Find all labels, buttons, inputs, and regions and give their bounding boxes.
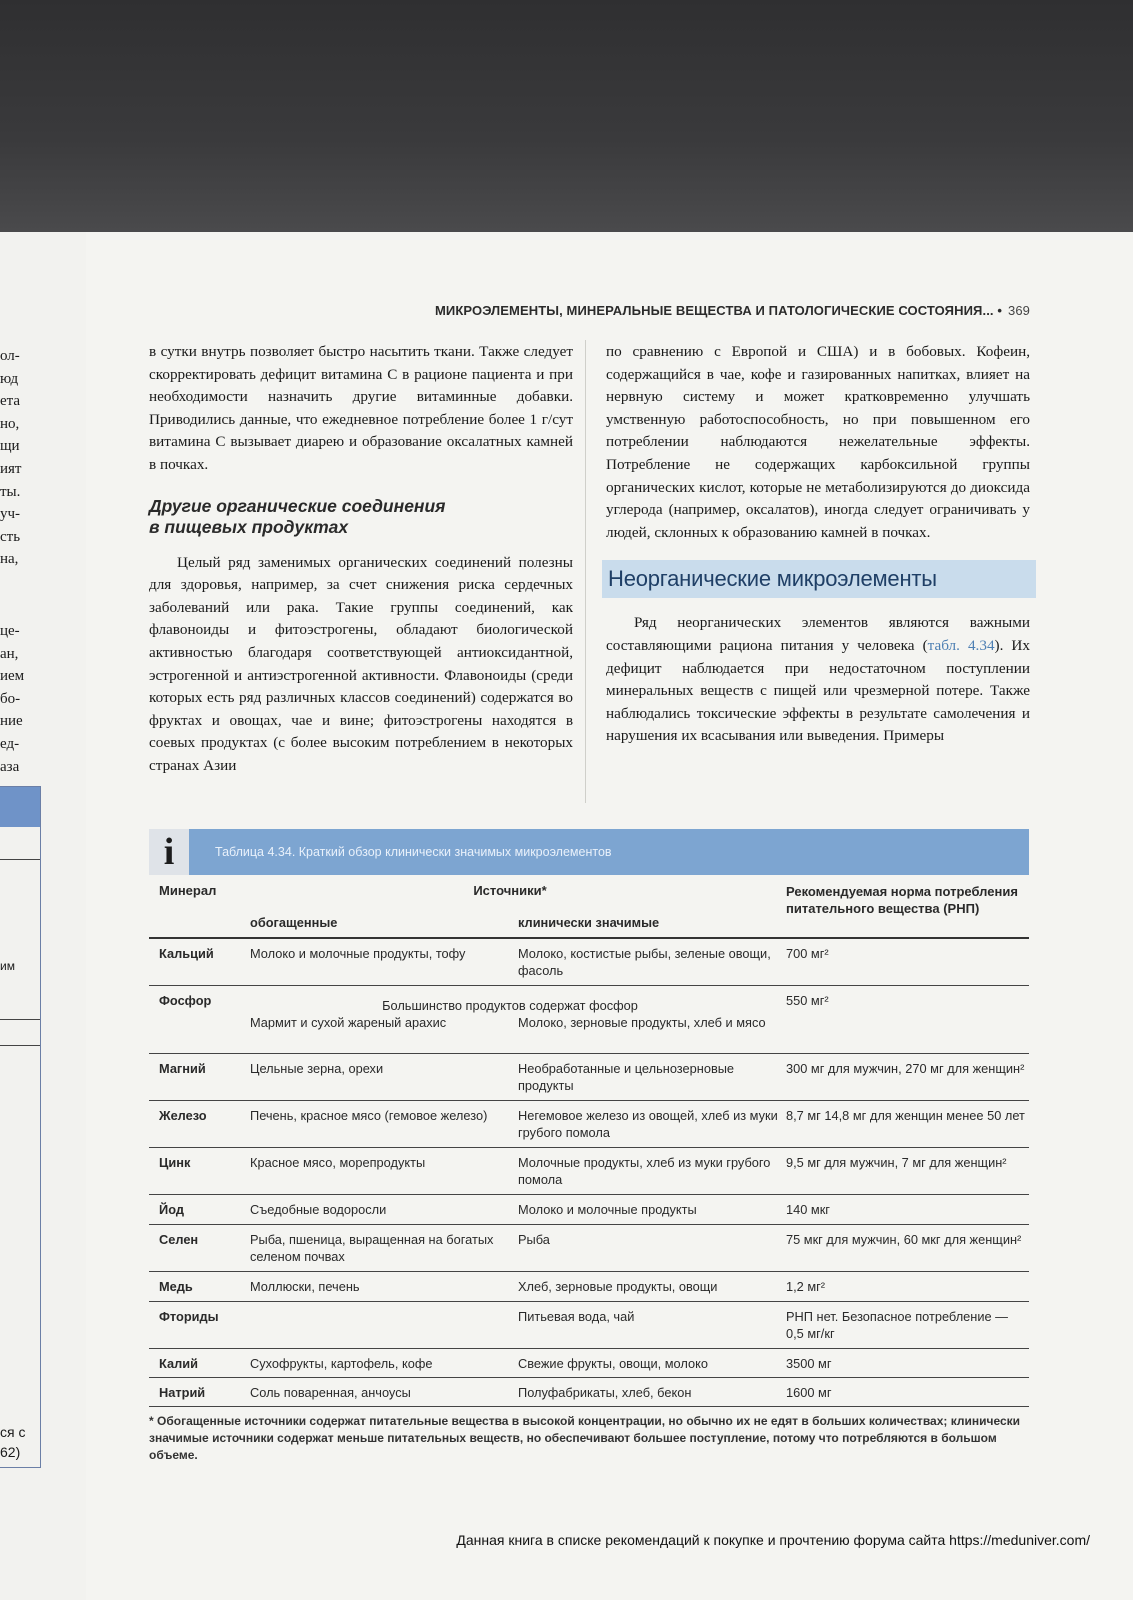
mineral-name: Натрий bbox=[159, 1384, 206, 1400]
enriched-sources: Сухофрукты, картофель, кофе bbox=[250, 1355, 433, 1371]
clinical-sources: Полуфабрикаты, хлеб, бекон bbox=[518, 1384, 692, 1400]
table-row bbox=[149, 1194, 1029, 1224]
subheading bbox=[149, 496, 573, 538]
paragraph-text: ). Их дефицит наблюдается при недостаточном поступлении минеральных веществ с пищей или чрезмерной потере. Также наблюдались токсические эффекты в результате самолечения и нарушения их всасывания или выведения. Примеры bbox=[606, 636, 1030, 745]
previous-page-fragments-mid bbox=[0, 620, 40, 778]
enriched-sources: Молоко и молочные продукты, тофу bbox=[250, 946, 466, 961]
clinical-sources: Необработанные и цельнозерновые продукты bbox=[518, 1060, 735, 1093]
previous-page-bottom-line: ся с bbox=[0, 1424, 26, 1440]
section-title: Неорганические микроэлементы bbox=[608, 566, 937, 592]
previous-page-fragment: ием bbox=[0, 668, 25, 685]
previous-page-fragment: ты. bbox=[0, 483, 21, 500]
enriched-sources: Цельные зерна, орехи bbox=[250, 1060, 384, 1076]
rnp-value: 9,5 мг для мужчин, 7 мг для женщин² bbox=[786, 1154, 1007, 1170]
previous-page-fragment: бо- bbox=[0, 690, 21, 707]
paragraph-text: Ряд неорганических элементов являются важными составляющими рациона питания у человека ( bbox=[606, 614, 1030, 654]
previous-page-fragment: аза bbox=[0, 758, 20, 775]
mineral-name: Магний bbox=[159, 1060, 206, 1076]
mineral-name: Йод bbox=[159, 1201, 184, 1217]
table-row bbox=[149, 1301, 1029, 1348]
table-row bbox=[149, 985, 1029, 1053]
rnp-value: 3500 мг bbox=[786, 1355, 832, 1371]
previous-page-fragment: ед- bbox=[0, 735, 20, 752]
table-row bbox=[149, 1147, 1029, 1194]
clinical-sources: Питьевая вода, чай bbox=[518, 1308, 635, 1324]
rnp-value: 140 мкг bbox=[786, 1201, 830, 1217]
clinical-sources: Молоко, зерновые продукты, хлеб и мясо bbox=[518, 1014, 766, 1030]
mineral-name: Калий bbox=[159, 1355, 198, 1371]
subheading-line: в пищевых продуктах bbox=[149, 516, 349, 537]
table-row bbox=[149, 938, 1029, 985]
table-footnote: * Обогащенные источники содержат питательные вещества в высокой концентрации, но обычно их не едят в больших количествах; клинически значимые источники содержат меньше питательных веществ, но обеспечивают большее поступление, потому что потребляются в большом объеме. bbox=[149, 1414, 1021, 1462]
paragraph: по сравнению с Европой и США) и в бобовых. Кофеин, содержащийся в чае, кофе и газированных напитках, влияет на нервную систему и может кратковременно улучшать умственную работоспособность, но при повышенном его потреблении наблюдаются нежелательные эффекты. Потребление не содержащих карбоксильной группы органических кислот, которые не метаболизируются до диоксида углерода (например, оксалатов), иногда следует ограничивать у людей, склонных к образованию камней в почках. bbox=[606, 343, 1030, 541]
previous-page-fragment: уч- bbox=[0, 506, 21, 523]
column-header-enriched: обогащенные bbox=[242, 913, 510, 938]
table-row bbox=[149, 1100, 1029, 1147]
enriched-sources bbox=[242, 1301, 510, 1348]
clinical-sources: Хлеб, зерновые продукты, овощи bbox=[518, 1278, 718, 1294]
running-head bbox=[340, 303, 1030, 318]
column-header-mineral: Минерал bbox=[149, 875, 242, 938]
running-head-title: МИКРОЭЛЕМЕНТЫ, МИНЕРАЛЬНЫЕ ВЕЩЕСТВА И ПАТОЛОГИЧЕСКИЕ СОСТОЯНИЯ... • bbox=[434, 303, 1002, 318]
enriched-sources: Съедобные водоросли bbox=[250, 1201, 387, 1217]
previous-page-bottom bbox=[0, 1422, 25, 1462]
previous-page-fragment: ан, bbox=[0, 645, 19, 662]
rnp-value: РНП нет. Безопасное потребление — 0,5 мг/кг bbox=[786, 1308, 1008, 1341]
mineral-name: Железо bbox=[159, 1107, 207, 1123]
paragraph: Целый ряд заменимых органических соединений полезны для здоровья, например, за счет снижения риска сердечных заболеваний или рака. Такие группы соединений, как флавоноиды и фитоэстрогены, обладают биологической активностью благодаря соответствующей антиоксидантной, эстрогенной и антиэстрогенной активности. Флавоноиды (среди которых есть ряд различных классов соединений) содержатся во фруктах и овощах, чае и вине; фитоэстрогены находятся в соевых продуктах (с более высоким потреблением в некоторых странах Азии bbox=[149, 553, 573, 774]
previous-page-fragment: но, bbox=[0, 415, 20, 432]
mineral-name: Цинк bbox=[159, 1154, 191, 1170]
previous-page-fragment: щи bbox=[0, 438, 20, 455]
previous-page-fragments-top bbox=[0, 345, 40, 571]
table-row bbox=[149, 1377, 1029, 1406]
previous-page-bottom-line: 62) bbox=[0, 1444, 21, 1460]
scanner-dark-band bbox=[0, 0, 1133, 232]
table-caption: Таблица 4.34. Краткий обзор клинически значимых микроэлементов bbox=[215, 845, 612, 859]
previous-page-box-header bbox=[0, 787, 40, 827]
rnp-value: 8,7 мг 14,8 мг для женщин менее 50 лет bbox=[786, 1107, 1025, 1123]
table-4-34 bbox=[149, 829, 1029, 1407]
divider bbox=[0, 859, 40, 860]
mineral-name: Селен bbox=[159, 1231, 199, 1247]
clinical-sources: Свежие фрукты, овощи, молоко bbox=[518, 1355, 708, 1371]
mineral-name: Фосфор bbox=[159, 992, 212, 1008]
previous-page-fragment: ол- bbox=[0, 348, 20, 364]
info-icon: i bbox=[149, 829, 189, 875]
span-note: Большинство продуктов содержат фосфор bbox=[382, 997, 638, 1013]
clinical-sources: Молоко и молочные продукты bbox=[518, 1201, 697, 1217]
table-row bbox=[149, 1224, 1029, 1271]
minerals-table bbox=[149, 875, 1029, 1407]
divider bbox=[0, 1019, 40, 1020]
clinical-sources: Негемовое железо из овощей, хлеб из муки грубого помола bbox=[518, 1107, 778, 1140]
mineral-name: Медь bbox=[159, 1278, 193, 1294]
enriched-sources: Соль поваренная, анчоусы bbox=[250, 1384, 411, 1400]
section-heading-band bbox=[602, 560, 1036, 598]
column-header-sources: Источники* bbox=[473, 883, 547, 898]
phosphorus-sources bbox=[242, 985, 778, 1053]
enriched-sources: Рыба, пшеница, выращенная на богатых селеном почвах bbox=[250, 1231, 494, 1264]
previous-page-fragment: юд bbox=[0, 370, 19, 387]
right-column bbox=[606, 341, 1030, 748]
rnp-value: 75 мкг для мужчин, 60 мкг для женщин² bbox=[786, 1231, 1022, 1247]
table-reference-link[interactable]: табл. 4.34 bbox=[927, 636, 995, 654]
left-column bbox=[149, 341, 573, 778]
table-row bbox=[149, 1271, 1029, 1301]
clinical-sources: Молоко, костистые рыбы, зеленые овощи, фасоль bbox=[518, 946, 771, 978]
rnp-value: 700 мг² bbox=[786, 946, 829, 961]
paragraph bbox=[606, 612, 1030, 748]
previous-page-fragment: ние bbox=[0, 713, 23, 730]
rnp-value: 300 мг для мужчин, 270 мг для женщин² bbox=[786, 1060, 1025, 1076]
rnp-value: 550 мг² bbox=[786, 992, 829, 1008]
previous-page-fragment: на, bbox=[0, 551, 19, 568]
enriched-sources: Моллюски, печень bbox=[250, 1278, 360, 1294]
divider bbox=[0, 1045, 40, 1046]
column-header-clinical: клинически значимые bbox=[510, 913, 778, 938]
rnp-value: 1600 мг bbox=[786, 1384, 832, 1400]
previous-page-fragment: ета bbox=[0, 393, 21, 410]
page-number: 369 bbox=[1008, 303, 1030, 318]
table-row bbox=[149, 1053, 1029, 1100]
mineral-name: Фториды bbox=[159, 1308, 219, 1324]
site-watermark: Данная книга в списке рекомендаций к покупке и прочтению форума сайта https://meduniver.com/ bbox=[456, 1532, 1090, 1548]
enriched-sources: Красное мясо, морепродукты bbox=[250, 1154, 426, 1170]
previous-page-box bbox=[0, 786, 41, 1468]
previous-page-box-text: им bbox=[0, 959, 15, 973]
column-header-rnp: Рекомендуемая норма потребления питательного вещества (РНП) bbox=[778, 875, 1029, 938]
table-header-bar bbox=[149, 829, 1029, 875]
clinical-sources: Молочные продукты, хлеб из муки грубого помола bbox=[518, 1154, 771, 1187]
column-gutter bbox=[585, 340, 586, 803]
table-row bbox=[149, 1348, 1029, 1377]
enriched-sources: Печень, красное мясо (гемовое железо) bbox=[250, 1107, 488, 1123]
mineral-name: Кальций bbox=[159, 946, 214, 961]
previous-page-fragment: сть bbox=[0, 528, 21, 545]
previous-page-fragment: це- bbox=[0, 623, 20, 639]
subheading-line: Другие органические соединения bbox=[149, 495, 446, 516]
previous-page-fragment: ият bbox=[0, 460, 22, 477]
paragraph: в сутки внутрь позволяет быстро насытить ткани. Также следует скорректировать дефицит витамина С в рационе пациента и при необходимости назначить другие витаминные добавки. Приводились данные, что ежедневное потребление более 1 г/сут витамина С вызывает диарею и образование оксалатных камней в почках. bbox=[149, 343, 573, 473]
enriched-sources: Мармит и сухой жареный арахис bbox=[250, 1014, 447, 1030]
clinical-sources: Рыба bbox=[518, 1231, 550, 1247]
rnp-value: 1,2 мг² bbox=[786, 1278, 826, 1294]
